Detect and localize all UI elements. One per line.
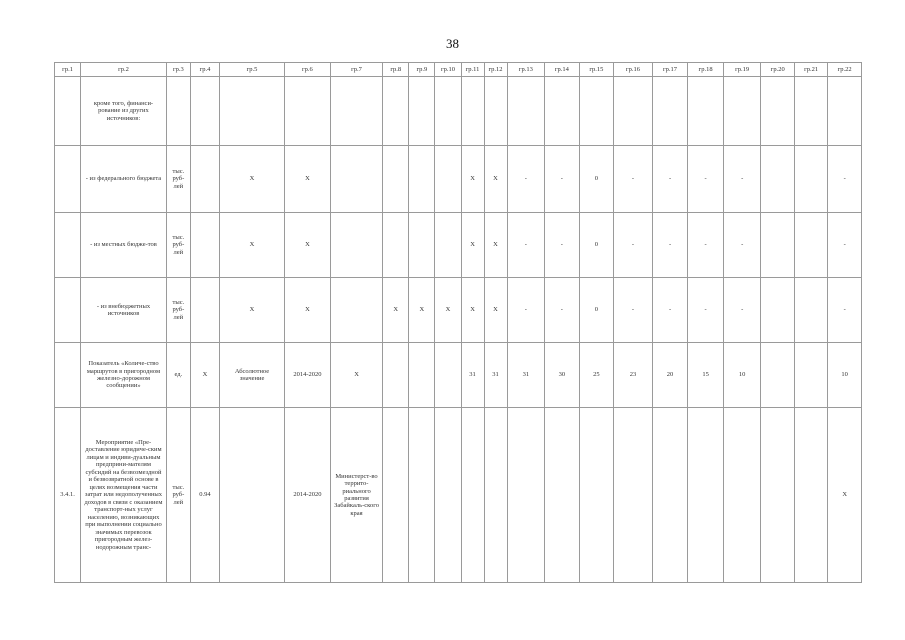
table-cell: - <box>507 213 545 278</box>
table-cell: 0 <box>579 278 613 343</box>
table-cell: X <box>330 343 382 408</box>
table-cell <box>761 278 794 343</box>
column-header: гр.20 <box>761 63 794 77</box>
table-cell <box>652 408 688 583</box>
table-cell <box>579 77 613 146</box>
table-cell: - <box>507 278 545 343</box>
table-cell <box>190 213 219 278</box>
column-header: гр.16 <box>614 63 653 77</box>
table-cell: Министерст-во террито-риального развития Забайкаль-ского края <box>330 408 382 583</box>
table-cell <box>220 77 285 146</box>
table-cell: X <box>461 278 484 343</box>
column-header: гр.8 <box>383 63 409 77</box>
column-header: гр.19 <box>723 63 761 77</box>
table-cell <box>409 408 435 583</box>
table-cell <box>794 213 827 278</box>
column-header: гр.11 <box>461 63 484 77</box>
table-cell <box>190 278 219 343</box>
table-cell <box>383 343 409 408</box>
column-header: гр.13 <box>507 63 545 77</box>
table-cell: - <box>545 278 579 343</box>
table-cell <box>409 213 435 278</box>
column-header: гр.4 <box>190 63 219 77</box>
table-cell <box>794 343 827 408</box>
table-cell: X <box>383 278 409 343</box>
table-cell <box>330 278 382 343</box>
column-header: гр.21 <box>794 63 827 77</box>
table-cell: - <box>688 146 724 213</box>
table-row <box>55 343 862 408</box>
table-cell: X <box>484 146 507 213</box>
table-cell <box>761 146 794 213</box>
table-cell: - <box>614 213 653 278</box>
page-number: 38 <box>446 36 459 51</box>
table-cell <box>723 77 761 146</box>
table-cell <box>794 278 827 343</box>
table-row <box>55 146 862 213</box>
table-cell <box>284 77 330 146</box>
table-cell <box>409 77 435 146</box>
table-cell: Абсолютное значение <box>220 343 285 408</box>
table-cell <box>55 146 81 213</box>
table-cell: - <box>723 278 761 343</box>
column-header: гр.5 <box>220 63 285 77</box>
table-cell: 31 <box>461 343 484 408</box>
table-cell <box>220 408 285 583</box>
column-header: гр.7 <box>330 63 382 77</box>
row-description: Показатель «Количе-ство маршрутов в пригородном железно-дорожном сообщении» <box>81 343 167 408</box>
column-header: гр.3 <box>166 63 190 77</box>
table-cell: тыс. руб-лей <box>166 278 190 343</box>
table-cell: 0 <box>579 146 613 213</box>
row-description: - из федерального бюджета <box>81 146 167 213</box>
column-header: гр.18 <box>688 63 724 77</box>
table-row <box>55 77 862 146</box>
table-cell <box>409 146 435 213</box>
table-cell: - <box>652 146 688 213</box>
row-description: - из местных бюдже-тов <box>81 213 167 278</box>
program-table <box>54 62 862 583</box>
table-cell <box>652 77 688 146</box>
table-cell: 23 <box>614 343 653 408</box>
table-cell: X <box>284 146 330 213</box>
header-row <box>55 63 862 77</box>
table-cell: 20 <box>652 343 688 408</box>
table-row <box>55 408 862 583</box>
table-cell <box>688 408 724 583</box>
table-cell <box>461 408 484 583</box>
table-cell: - <box>828 146 862 213</box>
table-cell: X <box>284 213 330 278</box>
table-cell: X <box>409 278 435 343</box>
table-cell: 10 <box>828 343 862 408</box>
table-cell <box>330 77 382 146</box>
table-cell: тыс. руб-лей <box>166 146 190 213</box>
table-cell: 0 <box>579 213 613 278</box>
table-cell <box>55 343 81 408</box>
table-cell <box>190 77 219 146</box>
table-cell: X <box>484 213 507 278</box>
table-cell: - <box>545 146 579 213</box>
table-cell <box>761 213 794 278</box>
table-cell: 0.94 <box>190 408 219 583</box>
table-cell: X <box>828 408 862 583</box>
table-cell <box>507 77 545 146</box>
table-cell: тыс. руб-лей <box>166 213 190 278</box>
table-cell: X <box>284 278 330 343</box>
table-cell: X <box>190 343 219 408</box>
table-cell <box>55 77 81 146</box>
table-cell <box>383 146 409 213</box>
table-row <box>55 213 862 278</box>
table-cell: 15 <box>688 343 724 408</box>
table-cell <box>330 213 382 278</box>
table-cell <box>828 77 862 146</box>
table-cell: - <box>652 278 688 343</box>
table-cell <box>484 77 507 146</box>
column-header: гр.6 <box>284 63 330 77</box>
table-cell: - <box>614 278 653 343</box>
table-cell: X <box>461 213 484 278</box>
table-cell <box>545 408 579 583</box>
table-cell: - <box>688 213 724 278</box>
table-row <box>55 278 862 343</box>
table-cell: X <box>220 278 285 343</box>
table-cell: - <box>723 213 761 278</box>
table-cell: ед. <box>166 343 190 408</box>
column-header: гр.10 <box>435 63 461 77</box>
table-cell <box>435 77 461 146</box>
row-description: Мероприятие «Пре-доставление юридиче-ским лицам и индиви-дуальным предприни-мателям субсидий на безвозмездной и безвозвратной основе в целях возмещения части затрат или недополученных доходов в связи с оказанием транспорт-ных услуг населению, возникающих при выполнении социально значимых перевозок пригородным желез-нодорожным транс- <box>81 408 167 583</box>
table-cell <box>190 146 219 213</box>
column-header: гр.1 <box>55 63 81 77</box>
table-cell <box>330 146 382 213</box>
table-cell: тыс. руб-лей <box>166 408 190 583</box>
table-cell <box>409 343 435 408</box>
row-description: кроме того, финанси-рование из других источников: <box>81 77 167 146</box>
table-cell: X <box>484 278 507 343</box>
column-header: гр.22 <box>828 63 862 77</box>
table-cell <box>614 77 653 146</box>
table-cell: 2014-2020 <box>284 408 330 583</box>
table-cell: X <box>435 278 461 343</box>
table-cell: 3.4.1. <box>55 408 81 583</box>
table-cell <box>761 408 794 583</box>
table-cell: 25 <box>579 343 613 408</box>
column-header: гр.9 <box>409 63 435 77</box>
table-cell <box>545 77 579 146</box>
table-cell <box>761 343 794 408</box>
table-cell <box>484 408 507 583</box>
table-cell: - <box>688 278 724 343</box>
table-cell: 31 <box>484 343 507 408</box>
table-cell: 31 <box>507 343 545 408</box>
table-cell <box>507 408 545 583</box>
table-cell <box>761 77 794 146</box>
table-cell <box>383 408 409 583</box>
column-header: гр.15 <box>579 63 613 77</box>
table-cell <box>55 213 81 278</box>
table-cell <box>579 408 613 583</box>
table-cell <box>55 278 81 343</box>
table-cell <box>435 146 461 213</box>
table-cell <box>794 77 827 146</box>
table-cell <box>794 146 827 213</box>
table-cell <box>435 343 461 408</box>
column-header: гр.17 <box>652 63 688 77</box>
table-cell: - <box>828 278 862 343</box>
table-cell <box>435 213 461 278</box>
table-cell <box>166 77 190 146</box>
table-cell <box>461 77 484 146</box>
table-cell: - <box>507 146 545 213</box>
table-cell: - <box>614 146 653 213</box>
table-cell <box>794 408 827 583</box>
table-cell: - <box>828 213 862 278</box>
table-cell <box>614 408 653 583</box>
table-cell: X <box>461 146 484 213</box>
column-header: гр.14 <box>545 63 579 77</box>
column-header: гр.2 <box>81 63 167 77</box>
table-cell: X <box>220 146 285 213</box>
column-header: гр.12 <box>484 63 507 77</box>
row-description: - из внебюджетных источников <box>81 278 167 343</box>
table-cell: - <box>723 146 761 213</box>
table-cell <box>435 408 461 583</box>
table-cell <box>383 77 409 146</box>
table-cell: 10 <box>723 343 761 408</box>
table-cell: 30 <box>545 343 579 408</box>
table-cell <box>723 408 761 583</box>
table-cell: - <box>545 213 579 278</box>
table-cell: X <box>220 213 285 278</box>
table-cell: - <box>652 213 688 278</box>
table-cell <box>688 77 724 146</box>
table-cell <box>383 213 409 278</box>
table-cell: 2014-2020 <box>284 343 330 408</box>
